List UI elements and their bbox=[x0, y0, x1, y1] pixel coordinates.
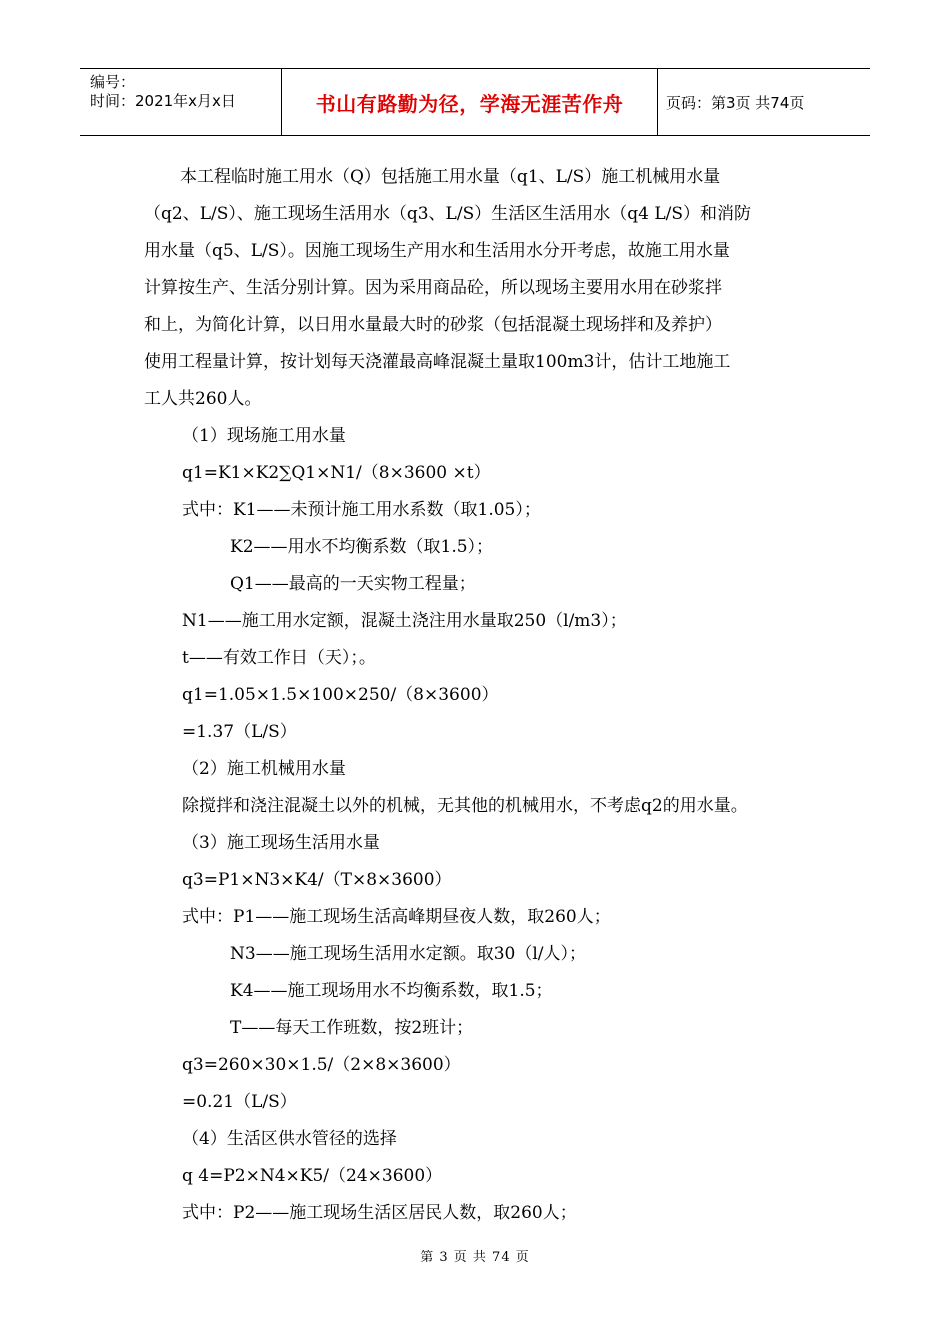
document-number-label: 编号： bbox=[90, 73, 136, 91]
header-page-info: 页码：第3页 共74页 bbox=[666, 93, 805, 112]
paragraph-line: （q2、L/S）、施工现场生活用水（q3、L/S）生活区生活用水（q4 L/S）和消防 bbox=[144, 204, 751, 224]
formula-line: 式中：K1——未预计施工用水系数（取1.05）； bbox=[182, 500, 541, 520]
paragraph-line: 和上，为简化计算，以日用水量最大时的砂浆（包括混凝土现场拌和及养护） bbox=[144, 315, 722, 335]
page-header bbox=[80, 68, 870, 136]
formula-line: N1——施工用水定额，混凝土浇注用水量取250（l/m3）； bbox=[182, 611, 627, 631]
formula-line: N3——施工现场生活用水定额。取30（l/人）； bbox=[230, 944, 586, 964]
section-heading: （4）生活区供水管径的选择 bbox=[182, 1129, 397, 1149]
section-heading: （2）施工机械用水量 bbox=[182, 759, 346, 779]
formula-line: q3=260×30×1.5/（2×8×3600） bbox=[182, 1055, 461, 1075]
paragraph-line: 除搅拌和浇注混凝土以外的机械，无其他的机械用水，不考虑q2的用水量。 bbox=[182, 796, 748, 816]
paragraph-line: 使用工程量计算，按计划每天浇灌最高峰混凝土量取100m3计，估计工地施工 bbox=[144, 352, 731, 372]
paragraph-line: 工人共260人。 bbox=[144, 389, 262, 409]
section-heading: （3）施工现场生活用水量 bbox=[182, 833, 380, 853]
header-motto: 书山有路勤为径，学海无涯苦作舟 bbox=[282, 69, 658, 135]
formula-line: K4——施工现场用水不均衡系数，取1.5； bbox=[230, 981, 553, 1001]
formula-line: q 4=P2×N4×K5/（24×3600） bbox=[182, 1166, 443, 1186]
page-footer: 第 3 页 共 74 页 bbox=[420, 1250, 530, 1265]
formula-line: T——每天工作班数，按2班计； bbox=[230, 1018, 474, 1038]
formula-line: =0.21（L/S） bbox=[182, 1092, 297, 1112]
formula-line: 式中：P1——施工现场生活高峰期昼夜人数，取260人； bbox=[182, 907, 611, 927]
formula-line: q1=K1×K2∑Q1×N1/（8×3600 ×t） bbox=[182, 463, 491, 483]
formula-line: =1.37（L/S） bbox=[182, 722, 297, 742]
header-meta bbox=[80, 69, 282, 135]
paragraph-line: 计算按生产、生活分别计算。因为采用商品砼，所以现场主要用水用在砂浆拌 bbox=[144, 278, 722, 298]
paragraph-line: 用水量（q5、L/S）。因施工现场生产用水和生活用水分开考虑，故施工用水量 bbox=[144, 241, 730, 261]
formula-line: 式中：P2——施工现场生活区居民人数，取260人； bbox=[182, 1203, 577, 1223]
section-heading: （1）现场施工用水量 bbox=[182, 426, 346, 446]
document-date: 时间：2021年x月x日 bbox=[90, 92, 236, 110]
formula-line: q3=P1×N3×K4/（T×8×3600） bbox=[182, 870, 452, 890]
formula-line: q1=1.05×1.5×100×250/（8×3600） bbox=[182, 685, 499, 705]
formula-line: t——有效工作日（天）；。 bbox=[182, 648, 376, 668]
formula-line: Q1——最高的一天实物工程量； bbox=[230, 574, 476, 594]
paragraph-line: 本工程临时施工用水（Q）包括施工用水量（q1、L/S）施工机械用水量 bbox=[180, 167, 721, 187]
formula-line: K2——用水不均衡系数（取1.5）； bbox=[230, 537, 494, 557]
